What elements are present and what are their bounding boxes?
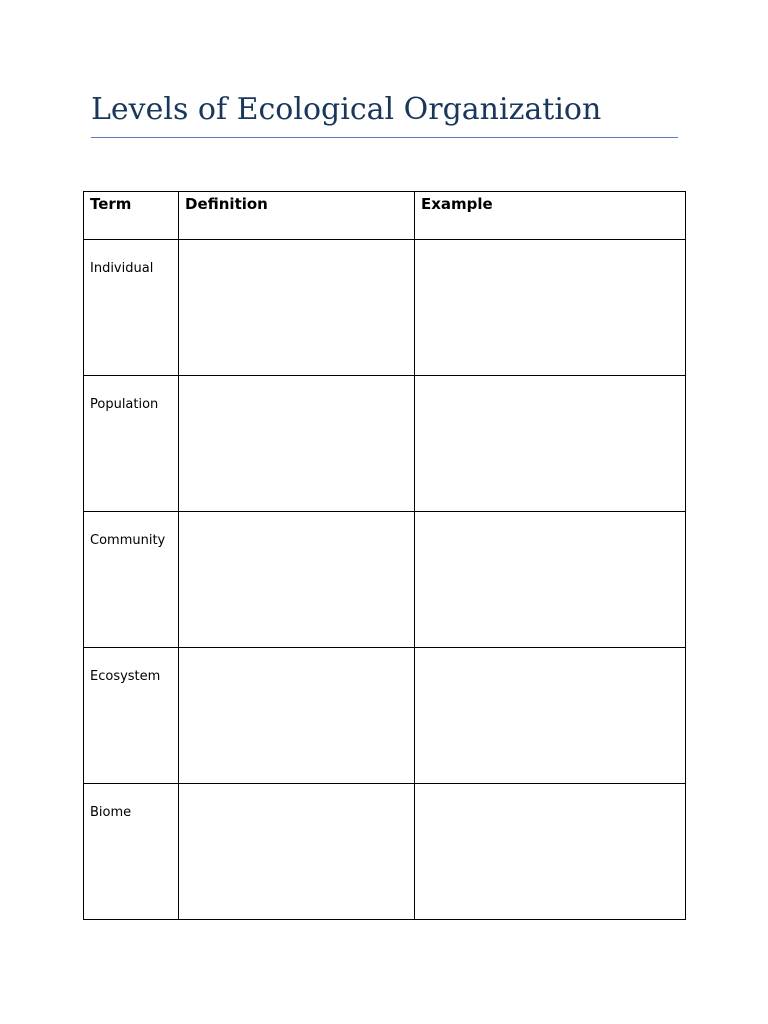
example-cell[interactable] xyxy=(415,240,686,376)
example-cell[interactable] xyxy=(415,376,686,512)
term-cell: Population xyxy=(84,376,179,512)
column-header-example: Example xyxy=(415,192,686,240)
column-header-definition: Definition xyxy=(179,192,415,240)
example-cell[interactable] xyxy=(415,648,686,784)
term-cell: Individual xyxy=(84,240,179,376)
column-header-term: Term xyxy=(84,192,179,240)
table-row xyxy=(84,784,686,920)
term-cell: Ecosystem xyxy=(84,648,179,784)
ecology-worksheet-table xyxy=(83,191,686,920)
table-header-row xyxy=(84,192,686,240)
table-row xyxy=(84,376,686,512)
term-cell: Biome xyxy=(84,784,179,920)
term-cell: Community xyxy=(84,512,179,648)
table-row xyxy=(84,648,686,784)
definition-cell[interactable] xyxy=(179,240,415,376)
example-cell[interactable] xyxy=(415,512,686,648)
definition-cell[interactable] xyxy=(179,784,415,920)
definition-cell[interactable] xyxy=(179,512,415,648)
definition-cell[interactable] xyxy=(179,376,415,512)
page-title: Levels of Ecological Organization xyxy=(91,92,602,127)
example-cell[interactable] xyxy=(415,784,686,920)
definition-cell[interactable] xyxy=(179,648,415,784)
table-row xyxy=(84,512,686,648)
table-row xyxy=(84,240,686,376)
title-underline xyxy=(91,137,678,138)
